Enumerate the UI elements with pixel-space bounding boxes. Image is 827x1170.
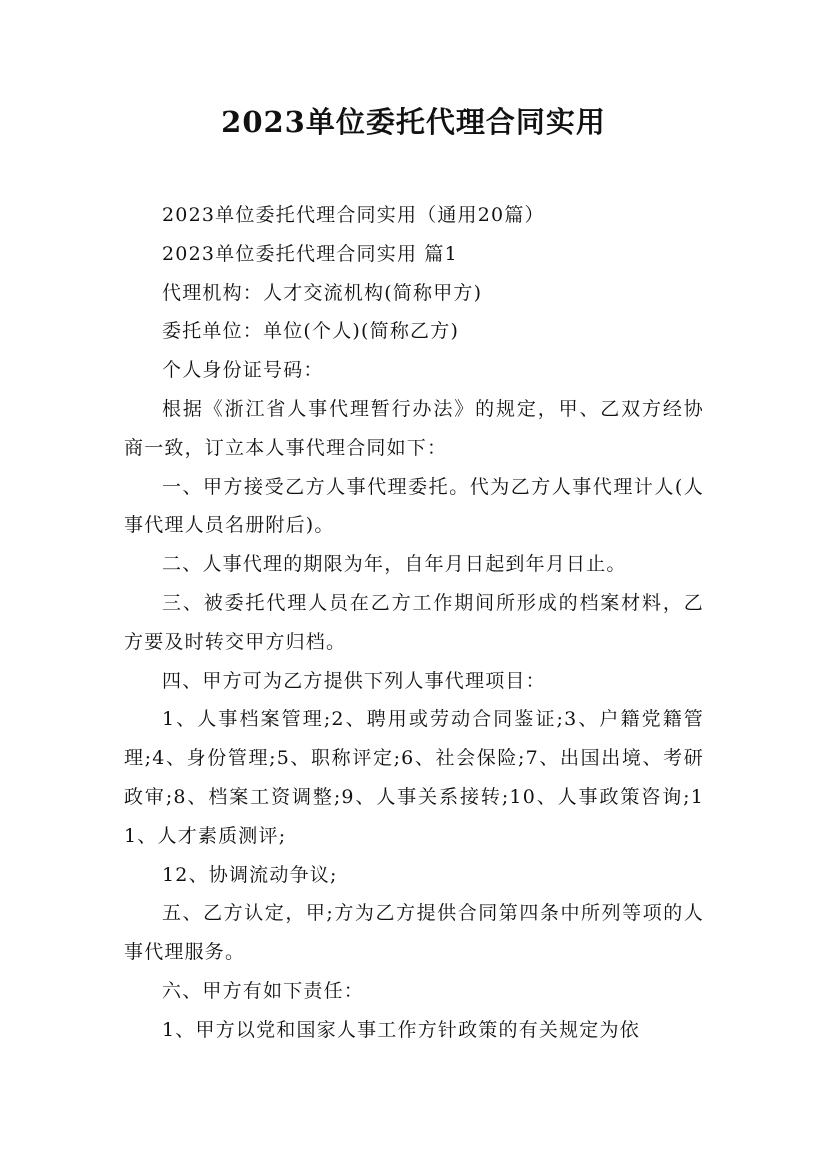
paragraph-service-items: 1、人事档案管理;2、聘用或劳动合同鉴证;3、户籍党籍管理;4、身份管理;5、职称评定;6、社会保险;7、出国出境、考研政审;8、档案工资调整;9、人事关系接转;10、人事政策咨询;11、人才素质测评; [124,708,704,847]
paragraph-client: 委托单位：单位(个人)(简称乙方) [162,320,460,343]
paragraph-clause-4: 四、甲方可为乙方提供下列人事代理项目： [162,669,546,692]
paragraph-service-item-12: 12、协调流动争议; [162,863,338,886]
paragraph-section-heading: 2023单位委托代理合同实用 篇1 [162,242,458,265]
paragraph-clause-2: 二、人事代理的期限为年，自年月日起到年月日止。 [162,553,627,576]
paragraph-id-number: 个人身份证号码： [162,359,324,382]
paragraph-preamble: 根据《浙江省人事代理暂行办法》的规定，甲、乙双方经协商一致，订立本人事代理合同如下： [124,397,704,459]
paragraph-clause-6-item-1: 1、甲方以党和国家人事工作方针政策的有关规定为依 [162,1018,640,1041]
document-title: 2023单位委托代理合同实用 [221,105,606,139]
paragraph-agency: 代理机构：人才交流机构(简称甲方) [162,281,483,304]
paragraph-clause-1: 一、甲方接受乙方人事代理委托。代为乙方人事代理计人(人事代理人员名册附后)。 [124,475,704,537]
paragraph-clause-3: 三、被委托代理人员在乙方工作期间所形成的档案材料，乙方要及时转交甲方归档。 [124,591,704,653]
paragraph-subtitle: 2023单位委托代理合同实用（通用20篇） [162,204,545,226]
document-body [124,196,704,1050]
paragraph-clause-5: 五、乙方认定，甲;方为乙方提供合同第四条中所列等项的人事代理服务。 [124,902,704,964]
paragraph-clause-6: 六、甲方有如下责任： [162,979,365,1002]
